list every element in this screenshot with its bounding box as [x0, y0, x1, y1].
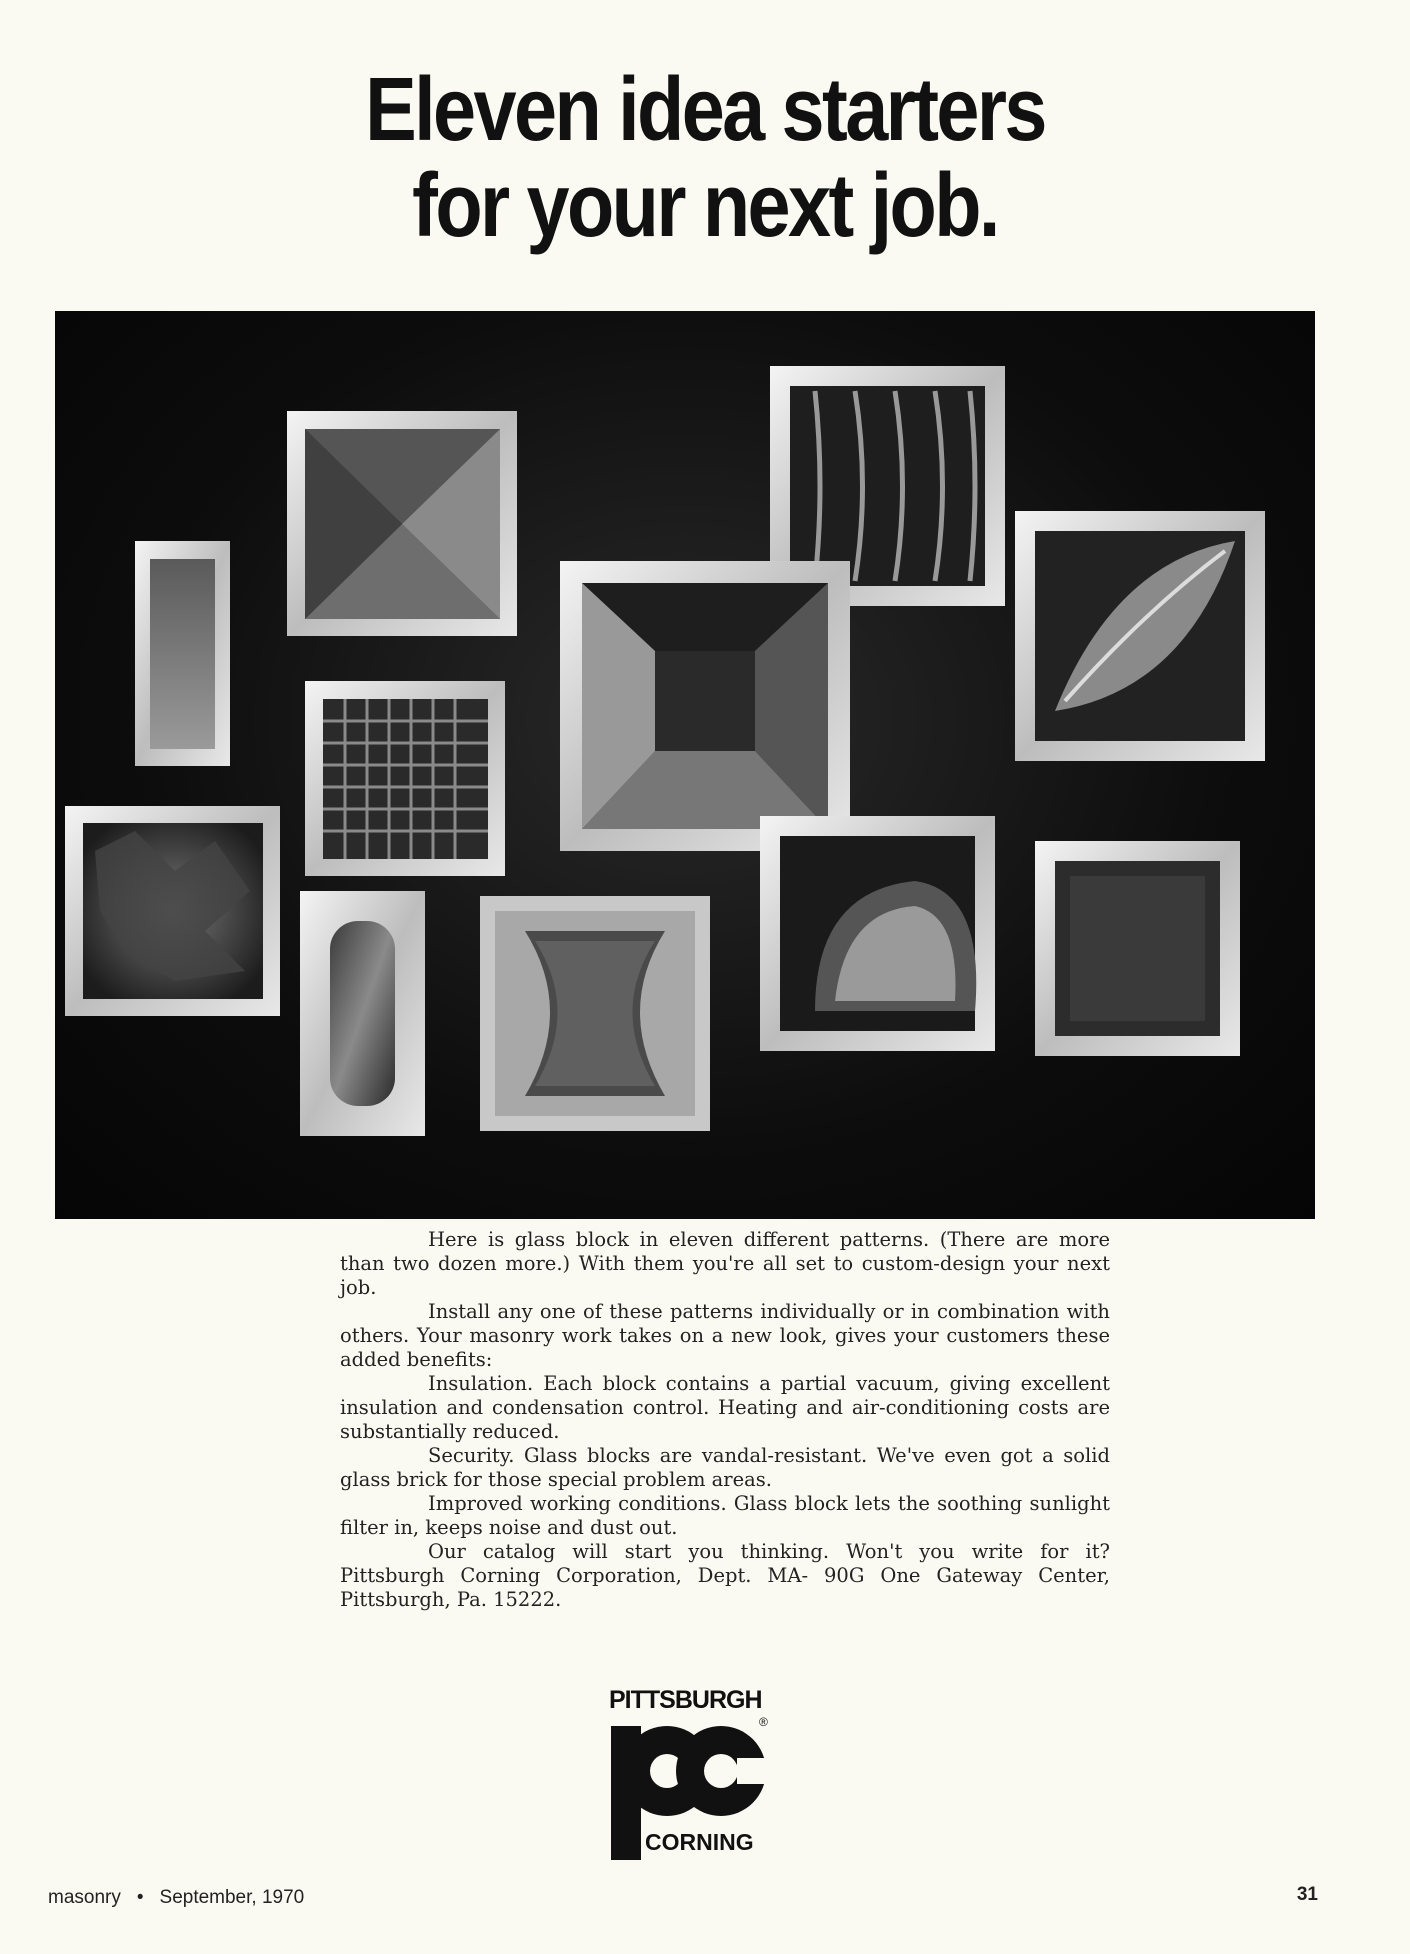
- pittsburgh-corning-logo: [609, 1686, 779, 1864]
- glass-block-photo: [55, 311, 1315, 1219]
- logo-top-word: PITTSBURGH: [609, 1686, 762, 1714]
- headline-line-2: for your next job.: [412, 156, 998, 256]
- glass-block-hourglass: [480, 896, 710, 1131]
- glass-block-clear: [1035, 841, 1240, 1056]
- glass-block-pyramid: [287, 411, 517, 636]
- glass-block-leaf: [1015, 511, 1265, 761]
- headline-line-1: Eleven idea starters: [365, 60, 1045, 160]
- paragraph: Our catalog will start you thinking. Won't you write for it? Pittsburgh Corning Corporation, Dept. MA- 90G One Gateway Center, Pittsburgh, Pa. 15222.: [340, 1540, 1110, 1611]
- logo-bottom-word: CORNING: [645, 1829, 754, 1855]
- paragraph: Insulation. Each block contains a partial vacuum, giving excellent insulation and condensation control. Heating and air-conditioning costs are substantially reduced.: [340, 1372, 1110, 1443]
- glass-block-tall-narrow: [135, 541, 230, 766]
- paragraph: Here is glass block in eleven different patterns. (There are more than two dozen more.) With them you're all set to custom-design your next job.: [340, 1228, 1110, 1299]
- page-number: 31: [1296, 1884, 1318, 1905]
- footer-separator: •: [136, 1887, 144, 1908]
- glass-block-textured: [65, 806, 280, 1016]
- glass-block-arc: [760, 816, 995, 1051]
- pc-logo-mark: [609, 1716, 779, 1864]
- publication-name: masonry: [48, 1887, 121, 1908]
- glass-block-funnel: [560, 561, 850, 851]
- registered-mark: ®: [759, 1716, 768, 1729]
- glass-block-grid: [305, 681, 505, 876]
- glass-block-oval: [300, 891, 425, 1136]
- issue-date: September, 1970: [159, 1887, 305, 1908]
- body-copy: [340, 1228, 1110, 1612]
- footer-publication-line: [48, 1887, 304, 1909]
- paragraph: Security. Glass blocks are vandal-resistant. We've even got a solid glass brick for those special problem areas.: [340, 1444, 1110, 1491]
- logo-letters: pc: [609, 1716, 611, 1717]
- headline: [99, 62, 1312, 254]
- paragraph: Improved working conditions. Glass block lets the soothing sunlight filter in, keeps noise and dust out.: [340, 1492, 1110, 1539]
- paragraph: Install any one of these patterns individually or in combination with others. Your masonry work takes on a new look, gives your customers these added benefits:: [340, 1300, 1110, 1371]
